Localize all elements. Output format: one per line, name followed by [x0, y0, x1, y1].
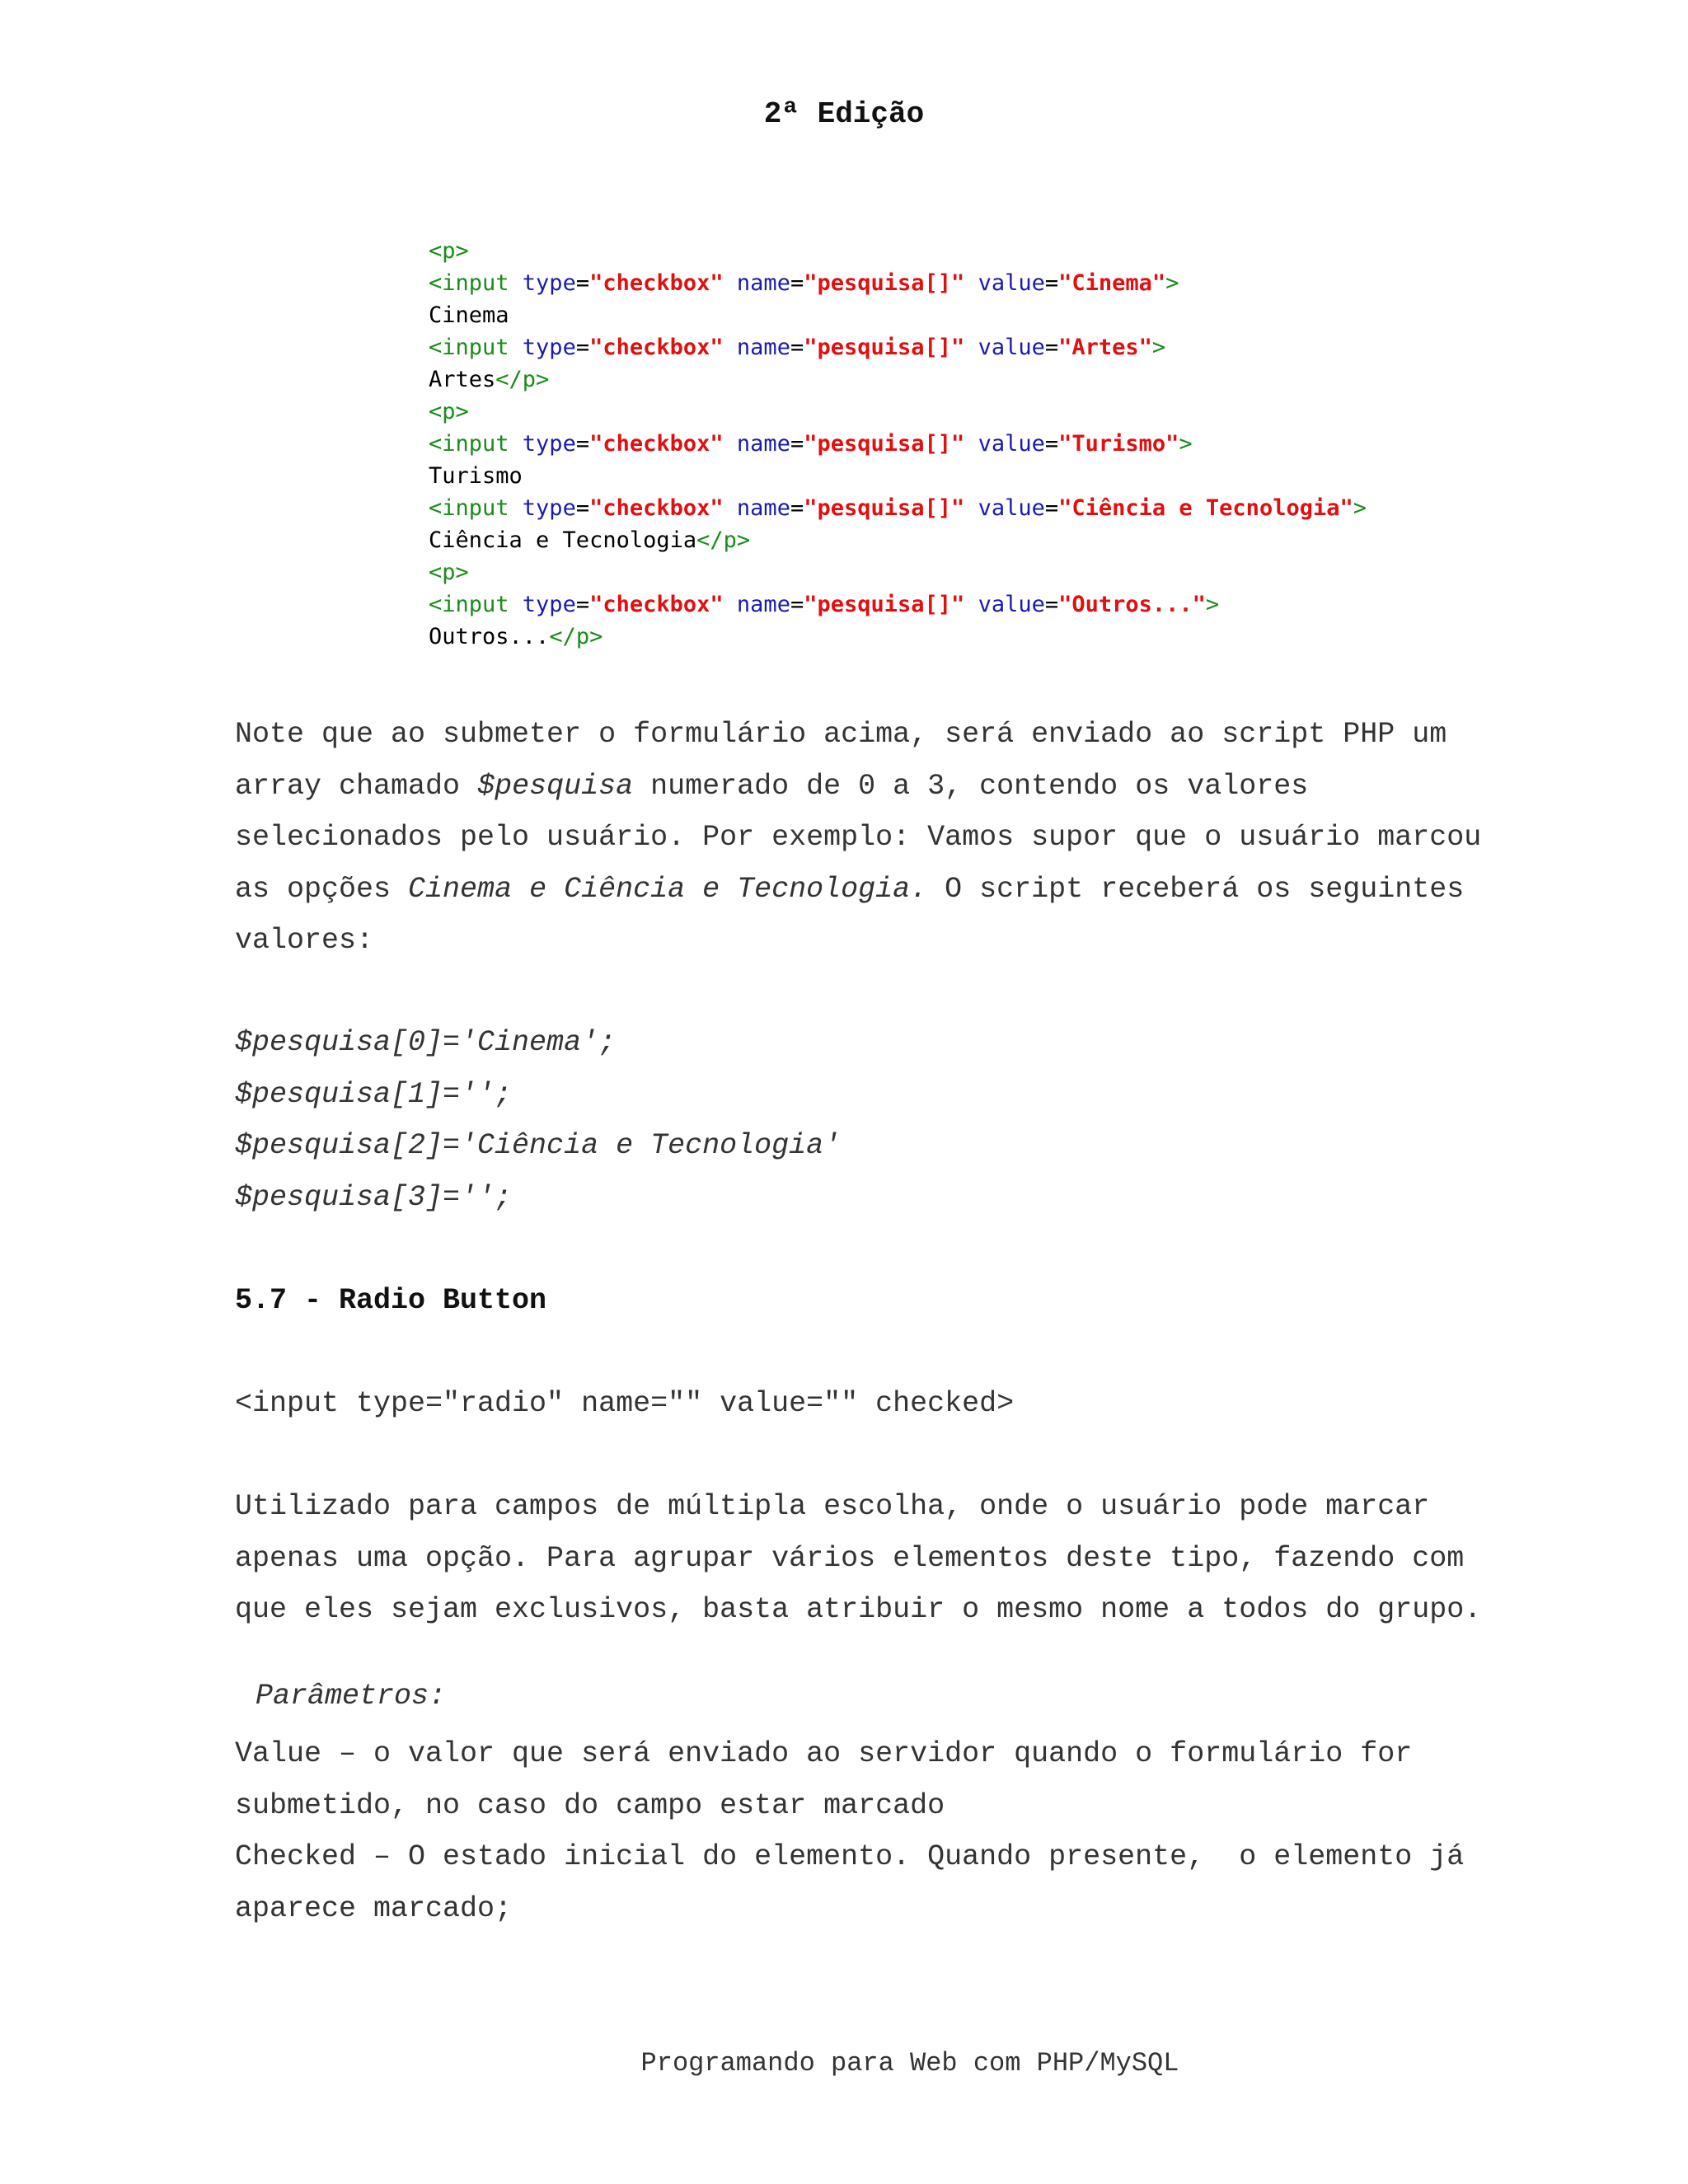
code-token: <input	[429, 431, 523, 457]
php-array-example	[235, 1017, 1554, 1223]
radio-syntax: <input type="radio" name="" value="" checked>	[235, 1387, 1015, 1420]
code-token: value	[978, 592, 1045, 617]
paragraph-line	[235, 761, 1554, 813]
variable-name: $pesquisa	[477, 769, 634, 803]
code-line	[429, 588, 1367, 621]
code-token: Ciência e Tecnologia	[429, 527, 697, 553]
paragraph-line: valores:	[235, 924, 374, 957]
code-token: >	[1353, 495, 1367, 521]
code-token	[724, 592, 737, 617]
code-token: <input	[429, 592, 523, 617]
code-token: =	[575, 495, 590, 521]
page-header-title: 2ª Edição	[763, 97, 925, 131]
paragraph-line: Utilizado para campos de múltipla escolha, onde o usuário pode marcar	[235, 1490, 1430, 1523]
code-token: =	[790, 431, 804, 457]
code-token	[724, 495, 737, 521]
code-token: <p>	[429, 560, 469, 585]
code-token: </p>	[495, 367, 550, 392]
paragraph-radio-description	[235, 1481, 1554, 1636]
code-token: Outros...	[429, 624, 550, 649]
text-span: as opções	[235, 872, 409, 906]
code-token: value	[978, 431, 1045, 457]
code-token: "Ciência e Tecnologia"	[1058, 495, 1353, 521]
code-token: =	[575, 431, 590, 457]
paragraph-note	[235, 709, 1554, 967]
text-span: O script receberá os seguintes	[927, 872, 1465, 906]
code-token: type	[522, 431, 576, 457]
code-line	[429, 492, 1367, 524]
code-token: =	[575, 592, 590, 617]
code-line	[429, 524, 1367, 556]
code-token: value	[978, 495, 1045, 521]
code-token: "pesquisa[]"	[804, 270, 965, 296]
code-token: name	[736, 270, 790, 296]
code-token: name	[736, 335, 790, 360]
options-emphasis: Cinema e Ciência e Tecnologia.	[408, 872, 928, 906]
code-token: type	[522, 592, 576, 617]
code-token: "checkbox"	[589, 270, 724, 296]
code-token: value	[978, 335, 1045, 360]
code-token	[724, 431, 737, 457]
code-line	[429, 396, 1367, 428]
text-span: array chamado	[235, 769, 478, 803]
code-token: >	[1179, 431, 1193, 457]
code-token	[964, 592, 978, 617]
php-line: $pesquisa[2]='Ciência e Tecnologia'	[235, 1129, 842, 1162]
code-token: Cinema	[429, 302, 509, 328]
code-token: </p>	[696, 527, 751, 553]
code-token: "pesquisa[]"	[804, 592, 965, 617]
code-token	[724, 270, 737, 296]
paragraph-line: Checked – O estado inicial do elemento. Quando presente, o elemento já	[235, 1840, 1465, 1873]
code-token	[964, 431, 978, 457]
paragraph-line: apenas uma opção. Para agrupar vários elementos deste tipo, fazendo com	[235, 1541, 1465, 1575]
code-line	[429, 267, 1367, 299]
code-line	[429, 621, 1367, 653]
code-token: =	[790, 592, 804, 617]
code-token	[724, 335, 737, 360]
code-token: "Artes"	[1058, 335, 1152, 360]
code-token: "checkbox"	[589, 335, 724, 360]
code-token: =	[575, 335, 590, 360]
code-line	[429, 235, 1367, 267]
section-heading: 5.7 - Radio Button	[235, 1284, 547, 1317]
code-token: type	[522, 495, 576, 521]
code-token: >	[1165, 270, 1179, 296]
code-token: "Outros..."	[1058, 592, 1206, 617]
page-footer: Programando para Web com PHP/MySQL	[640, 2048, 1179, 2079]
code-line	[429, 428, 1367, 460]
code-token: <input	[429, 270, 523, 296]
code-token: "Turismo"	[1058, 431, 1179, 457]
php-line: $pesquisa[0]='Cinema';	[235, 1026, 617, 1059]
code-token: "checkbox"	[589, 592, 724, 617]
code-token: "pesquisa[]"	[804, 335, 965, 360]
paragraph-parameters	[235, 1728, 1554, 1934]
code-token: =	[575, 270, 590, 296]
html-code-example	[429, 235, 1367, 653]
code-token	[964, 270, 978, 296]
code-token	[964, 495, 978, 521]
code-line	[429, 363, 1367, 396]
code-token: =	[790, 270, 804, 296]
code-token: "checkbox"	[589, 431, 724, 457]
code-line	[429, 556, 1367, 588]
code-token: "pesquisa[]"	[804, 431, 965, 457]
code-token: name	[736, 592, 790, 617]
php-line: $pesquisa[1]='';	[235, 1077, 513, 1111]
paragraph-line: Note que ao submeter o formulário acima, será enviado ao script PHP um	[235, 718, 1447, 751]
code-token	[964, 335, 978, 360]
code-token: name	[736, 495, 790, 521]
code-line	[429, 460, 1367, 492]
paragraph-line: Value – o valor que será enviado ao servidor quando o formulário for	[235, 1737, 1413, 1770]
code-token: "checkbox"	[589, 495, 724, 521]
code-token: value	[978, 270, 1045, 296]
code-token: =	[1044, 270, 1059, 296]
code-token: Artes	[429, 367, 496, 392]
php-line: $pesquisa[3]='';	[235, 1180, 513, 1214]
code-token: <input	[429, 495, 523, 521]
code-line	[429, 299, 1367, 331]
paragraph-line	[235, 864, 1554, 916]
code-token: >	[1205, 592, 1220, 617]
code-token: =	[790, 335, 804, 360]
paragraph-line: aparece marcado;	[235, 1891, 513, 1925]
code-token: >	[1151, 335, 1166, 360]
code-line	[429, 331, 1367, 363]
code-token: =	[1044, 431, 1059, 457]
code-token: =	[1044, 335, 1059, 360]
code-token: <p>	[429, 238, 469, 264]
code-token: type	[522, 335, 576, 360]
code-token: Turismo	[429, 463, 523, 489]
code-token: <p>	[429, 399, 469, 424]
code-token: <input	[429, 335, 523, 360]
text-span: numerado de 0 a 3, contendo os valores	[633, 769, 1309, 803]
paragraph-line: que eles sejam exclusivos, basta atribuir o mesmo nome a todos do grupo.	[235, 1593, 1482, 1626]
code-token: type	[522, 270, 576, 296]
code-token: =	[790, 495, 804, 521]
code-token: =	[1044, 495, 1059, 521]
parameters-label: Parâmetros:	[256, 1680, 447, 1713]
code-token: </p>	[549, 624, 603, 649]
paragraph-line: submetido, no caso do campo estar marcado	[235, 1788, 945, 1822]
paragraph-line: selecionados pelo usuário. Por exemplo: Vamos supor que o usuário marcou	[235, 821, 1482, 854]
code-token: =	[1044, 592, 1059, 617]
code-token: "Cinema"	[1058, 270, 1166, 296]
code-token: "pesquisa[]"	[804, 495, 965, 521]
code-token: name	[736, 431, 790, 457]
